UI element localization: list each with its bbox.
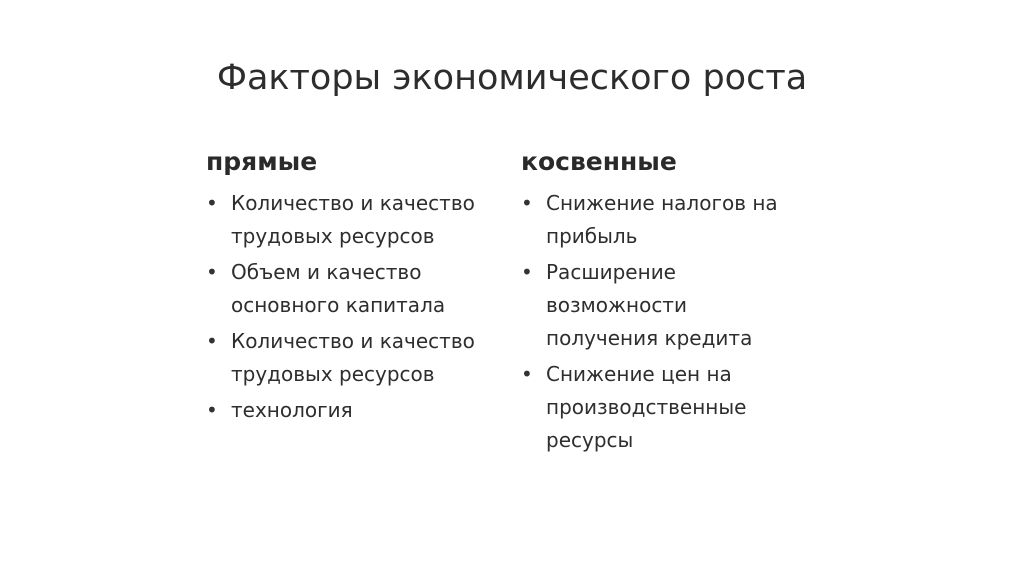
list-item	[206, 187, 506, 253]
slide-title: Факторы экономического роста	[216, 58, 808, 98]
list-item	[521, 256, 821, 355]
list-item	[206, 256, 506, 322]
list-item-text: Количество и качество трудовых ресурсов	[231, 329, 475, 386]
list-item-text: Расширение возможности получения кредита	[546, 260, 753, 350]
bullet-icon: •	[206, 398, 218, 422]
list-item-text: Снижение налогов на прибыль	[546, 191, 778, 248]
bullet-icon: •	[206, 260, 218, 284]
direct-factors-heading: прямые	[206, 147, 318, 176]
list-item	[206, 394, 506, 427]
direct-factors-column	[206, 146, 506, 430]
indirect-factors-heading: косвенные	[521, 147, 677, 176]
indirect-factors-column	[521, 146, 821, 460]
bullet-icon: •	[206, 191, 218, 215]
bullet-icon: •	[206, 329, 218, 353]
list-item	[521, 187, 821, 253]
list-item-text: Объем и качество основного капитала	[231, 260, 446, 317]
list-item-text: технология	[231, 398, 353, 422]
bullet-icon: •	[521, 260, 533, 284]
indirect-factors-list	[521, 187, 821, 457]
list-item	[521, 358, 821, 457]
direct-factors-list	[206, 187, 506, 427]
bullet-icon: •	[521, 191, 533, 215]
list-item-text: Количество и качество трудовых ресурсов	[231, 191, 475, 248]
list-item-text: Снижение цен на производственные ресурсы	[546, 362, 747, 452]
list-item	[206, 325, 506, 391]
bullet-icon: •	[521, 362, 533, 386]
